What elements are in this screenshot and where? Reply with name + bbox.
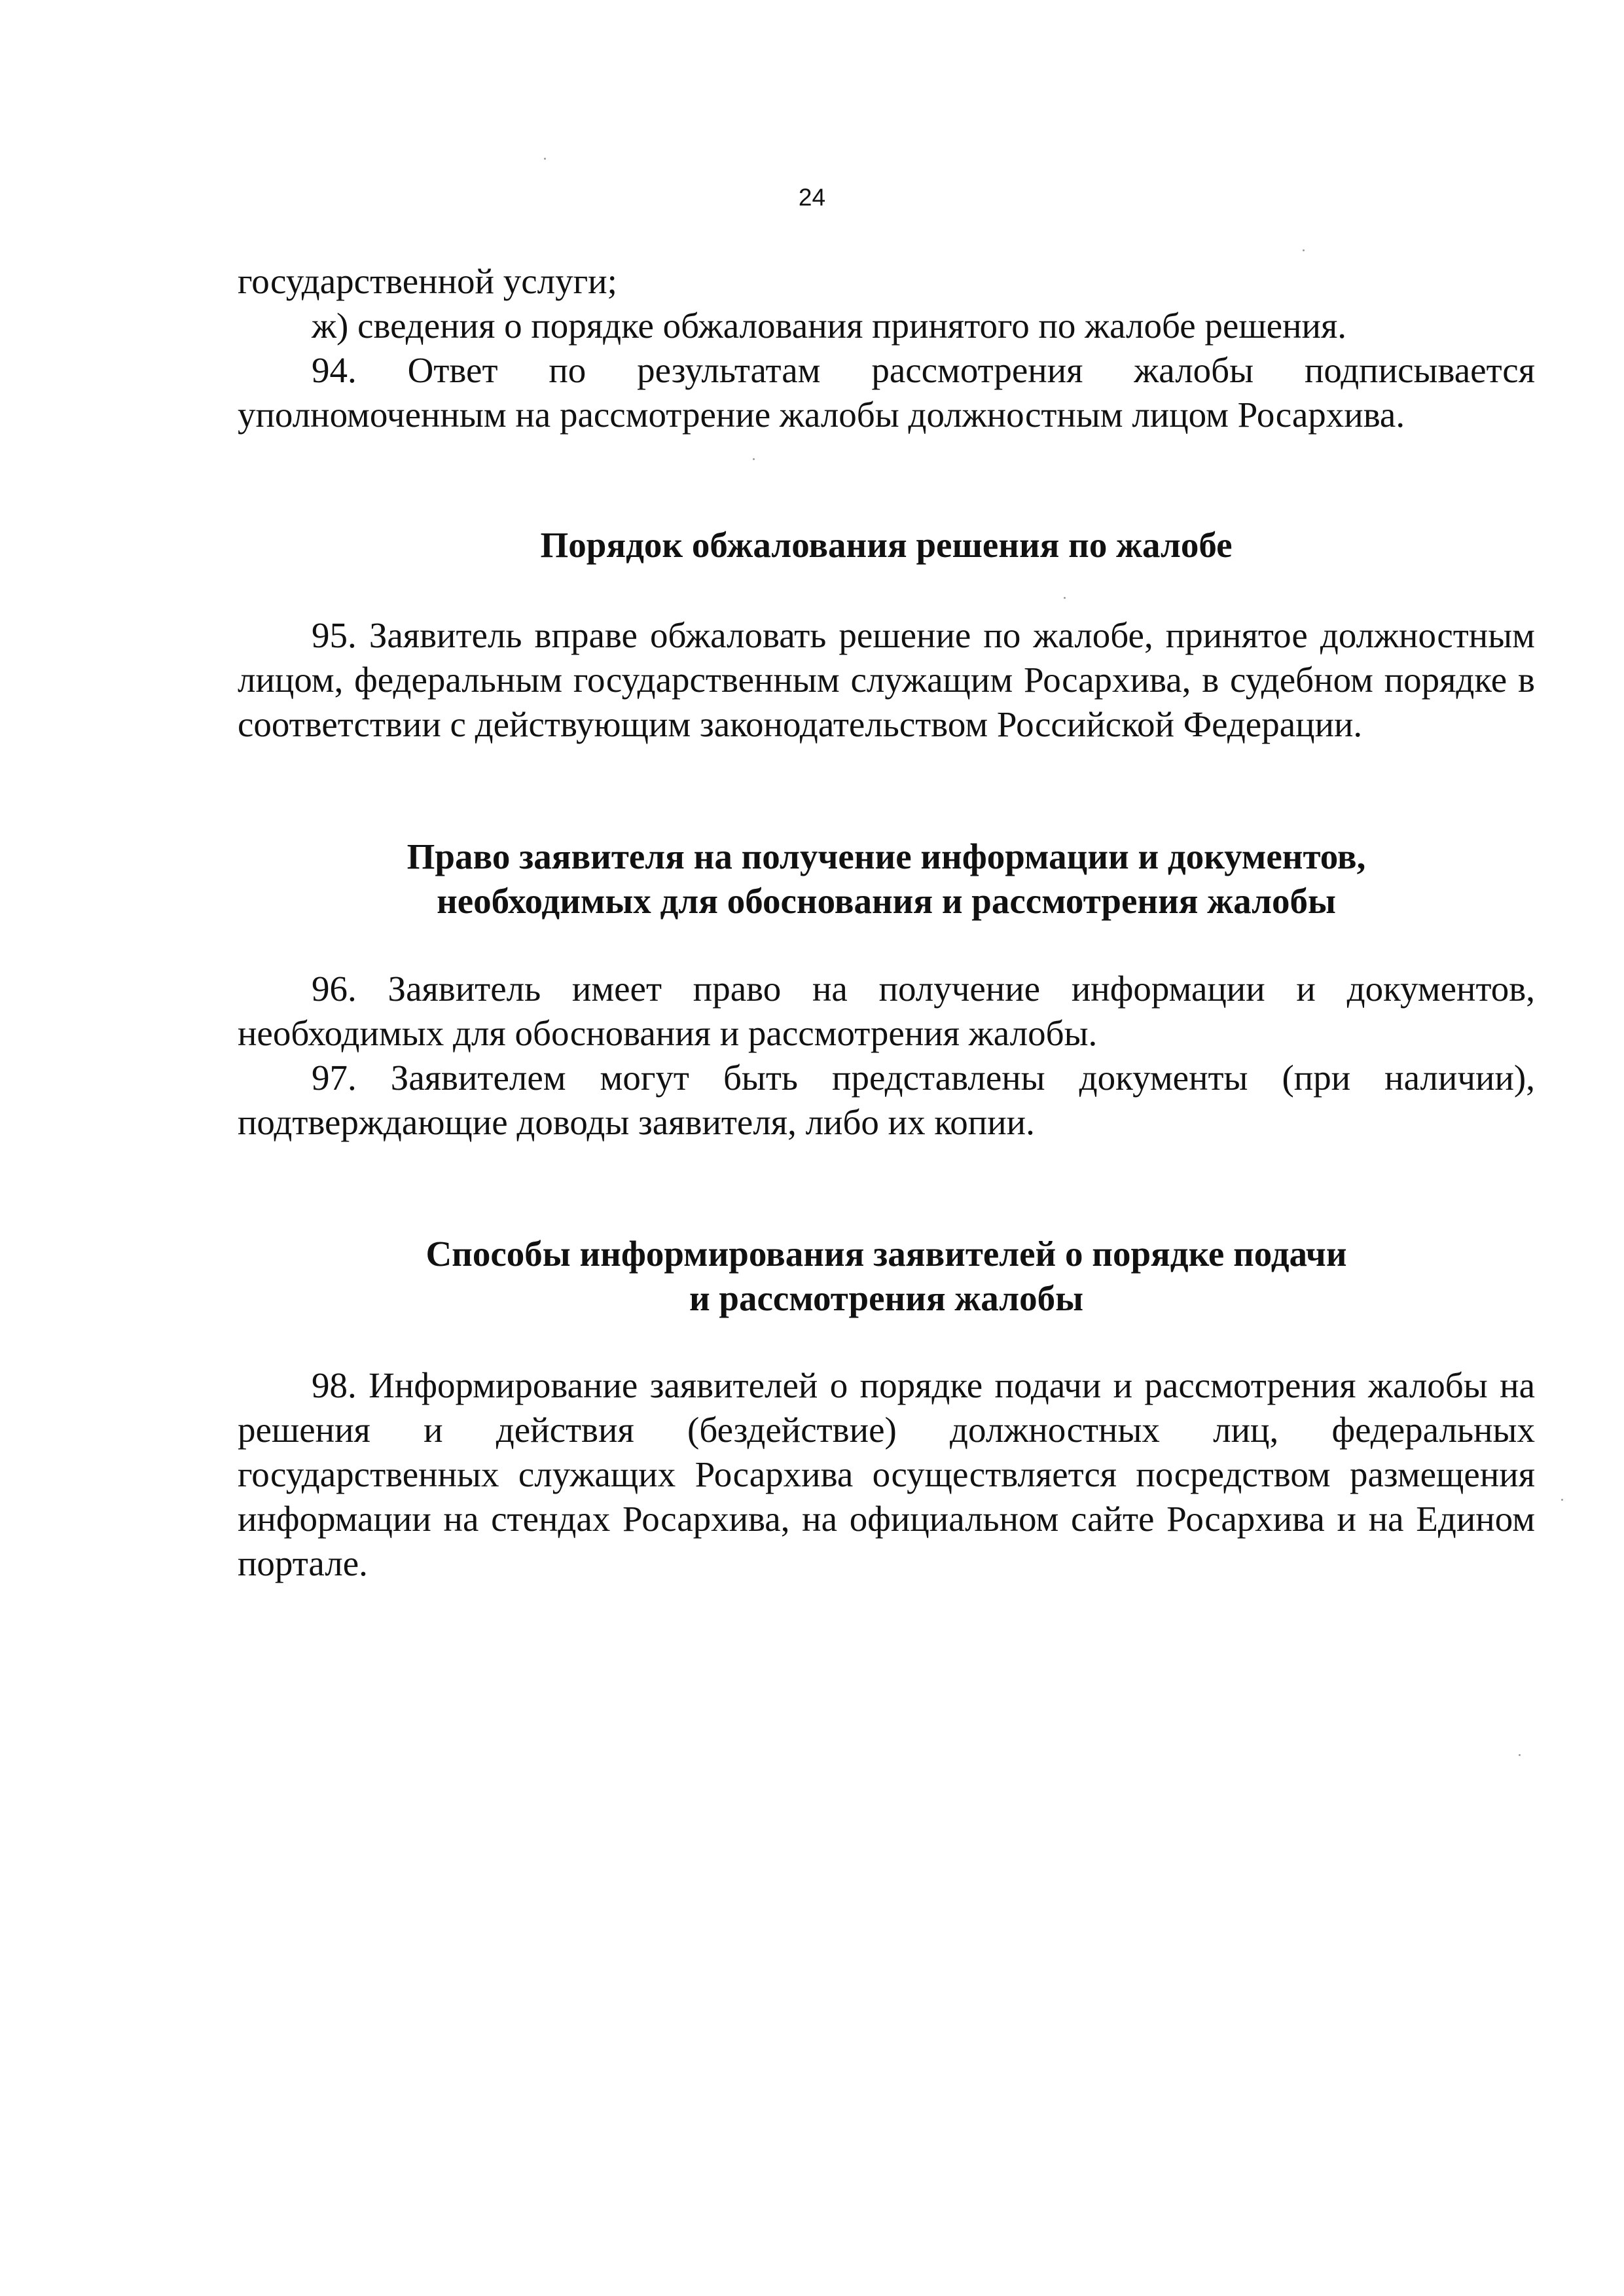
paragraph-97: 97. Заявителем могут быть представлены документы (при наличии), подтверждающие доводы заявителя, либо их копии. xyxy=(238,1058,1535,1142)
section-heading-informing-methods xyxy=(238,1232,1535,1321)
heading-line-2: и рассмотрения жалобы xyxy=(689,1278,1084,1318)
text-block-1 xyxy=(238,259,1535,437)
scan-speck xyxy=(1561,1499,1563,1501)
scan-speck xyxy=(544,158,546,160)
list-item-zh: ж) сведения о порядке обжалования принятого по жалобе решения. xyxy=(312,306,1347,346)
text-block-2 xyxy=(238,613,1535,747)
section-heading-appeal-procedure: Порядок обжалования решения по жалобе xyxy=(540,525,1233,565)
scan-speck xyxy=(1064,597,1066,599)
heading-line-2: необходимых для обоснования и рассмотрения жалобы xyxy=(437,881,1336,921)
heading-line-1: Право заявителя на получение информации и документов, xyxy=(406,836,1366,876)
paragraph-95: 95. Заявитель вправе обжаловать решение по жалобе, принятое должностным лицом, федеральным государственным служащим Росархива, в судебном порядке в соответствии с действующим законодательством Российской Федерации. xyxy=(238,615,1535,744)
paragraph-continuation: государственной услуги; xyxy=(238,261,617,301)
scan-speck xyxy=(753,458,755,460)
text-block-3 xyxy=(238,967,1535,1145)
paragraph-96: 96. Заявитель имеет право на получение информации и документов, необходимых для обоснования и рассмотрения жалобы. xyxy=(238,969,1535,1053)
page-number: 24 xyxy=(798,184,826,211)
section-heading-right-to-information xyxy=(238,834,1535,924)
scan-speck xyxy=(1519,1754,1521,1756)
heading-line-1: Способы информирования заявителей о порядке подачи xyxy=(425,1234,1347,1274)
paragraph-98: 98. Информирование заявителей о порядке подачи и рассмотрения жалобы на решения и действия (бездействие) должностных лиц, федеральных государственных служащих Росархива осуществляется посредством размещения информации на стендах Росархива, на официальном сайте Росархива и на Едином портале. xyxy=(238,1365,1535,1583)
text-block-4 xyxy=(238,1363,1535,1586)
scan-speck xyxy=(1303,249,1305,251)
paragraph-94: 94. Ответ по результатам рассмотрения жалобы подписывается уполномоченным на рассмотрение жалобы должностным лицом Росархива. xyxy=(238,350,1535,435)
